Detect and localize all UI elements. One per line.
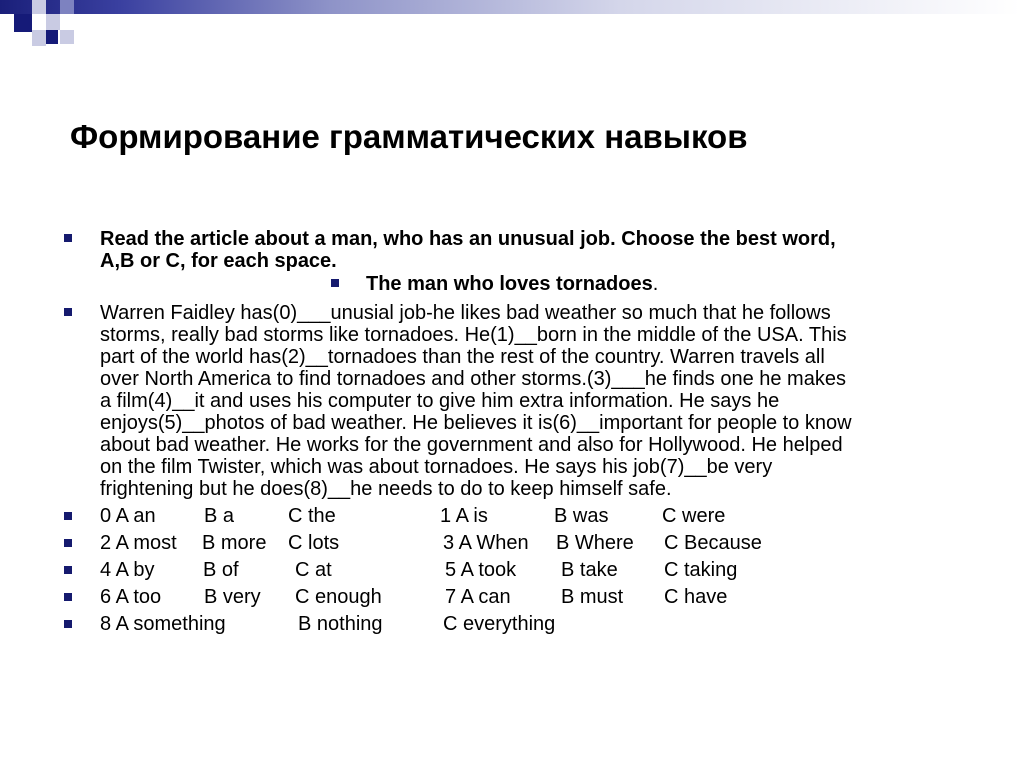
- slide-title: Формирование грамматических навыков: [70, 118, 748, 155]
- instruction-line: A,B or C, for each space.: [100, 250, 337, 272]
- bullet-icon: [64, 593, 72, 601]
- bullet-icon: [64, 539, 72, 547]
- option: C taking: [664, 559, 738, 581]
- bullet-icon: [64, 620, 72, 628]
- bullet-icon: [64, 308, 72, 316]
- decor-square: [32, 0, 46, 14]
- bullet-icon: [64, 566, 72, 574]
- decor-square: [46, 30, 58, 44]
- option: C lots: [288, 532, 340, 554]
- option: C everything: [443, 613, 556, 635]
- option: C have: [664, 586, 728, 608]
- decor-square: [60, 0, 74, 14]
- article-line: part of the world has(2)__tornadoes than the rest of the country. Warren travels all: [100, 346, 825, 368]
- decor-square: [14, 14, 32, 32]
- header-gradient-band: [0, 0, 1024, 14]
- article-line: storms, really bad storms like tornadoes. He(1)__born in the middle of the USA. This: [100, 324, 847, 346]
- article-line: a film(4)__it and uses his computer to give him extra information. He says he: [100, 390, 780, 412]
- option: 5 A took: [445, 559, 517, 581]
- decor-square: [60, 30, 74, 44]
- option: C the: [288, 505, 336, 527]
- article-line: enjoys(5)__photos of bad weather. He believes it is(6)__important for people to know: [100, 412, 852, 434]
- option: C enough: [295, 586, 382, 608]
- option: B Where: [556, 532, 634, 554]
- option: B nothing: [298, 613, 383, 635]
- bullet-icon: [64, 512, 72, 520]
- option: B of: [203, 559, 239, 581]
- option: 0 A an: [100, 505, 156, 527]
- option: C Because: [664, 532, 762, 554]
- article-line: frightening but he does(8)__he needs to do to keep himself safe.: [100, 478, 672, 500]
- option: 6 A too: [100, 586, 162, 608]
- option: 3 A When: [443, 532, 529, 554]
- article-line: on the film Twister, which was about tornadoes. He says his job(7)__be very: [100, 456, 773, 478]
- article-line: about bad weather. He works for the government and also for Hollywood. He helped: [100, 434, 843, 456]
- option: 7 A can: [445, 586, 511, 608]
- article-title: [366, 273, 658, 295]
- option: 4 A by: [100, 559, 155, 581]
- option: 2 A most: [100, 532, 177, 554]
- option: B must: [561, 586, 624, 608]
- option: B more: [202, 532, 267, 554]
- article-title-text: The man who loves tornadoes: [366, 273, 653, 295]
- option: C at: [295, 559, 332, 581]
- option: B a: [204, 505, 235, 527]
- decor-square: [32, 30, 46, 46]
- sub-bullet-icon: [331, 279, 339, 287]
- option: B take: [561, 559, 618, 581]
- article-line: Warren Faidley has(0)___unusial job-he likes bad weather so much that he follows: [100, 302, 831, 324]
- instruction-line: Read the article about a man, who has an unusual job. Choose the best word,: [100, 228, 836, 250]
- option: B was: [554, 505, 609, 527]
- option: 8 A something: [100, 613, 226, 635]
- article-title-suffix: .: [652, 273, 659, 295]
- option: C were: [662, 505, 726, 527]
- option: 1 A is: [440, 505, 488, 527]
- decor-square: [46, 14, 60, 30]
- article-line: over North America to find tornadoes and other storms.(3)___he finds one he makes: [100, 368, 846, 390]
- option: B very: [204, 586, 261, 608]
- bullet-icon: [64, 234, 72, 242]
